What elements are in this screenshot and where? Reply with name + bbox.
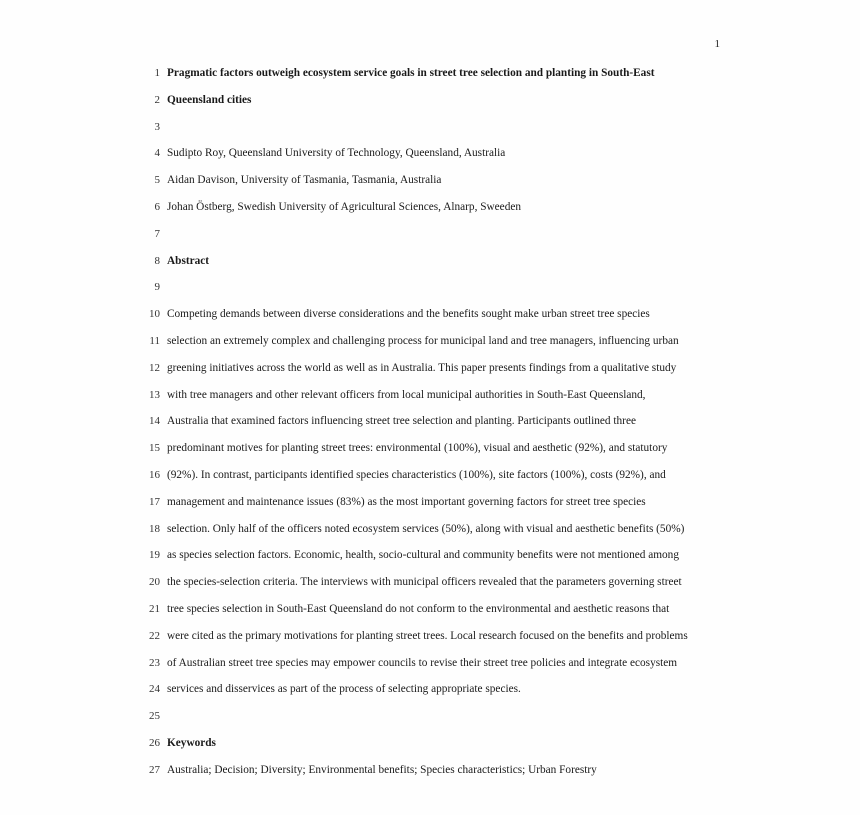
line-text: Johan Östberg, Swedish University of Agricultural Sciences, Alnarp, Sweeden — [167, 200, 522, 213]
text-line — [0, 64, 860, 91]
line-number: 20 — [149, 576, 160, 589]
text-line — [0, 546, 860, 573]
text-line — [0, 118, 860, 145]
line-number: 4 — [154, 147, 160, 160]
line-number: 12 — [149, 361, 160, 374]
heading-text: Queensland cities — [167, 93, 252, 106]
line-number: 6 — [154, 200, 160, 213]
line-number: 2 — [154, 93, 160, 106]
line-number: 26 — [149, 736, 160, 749]
line-number: 25 — [149, 710, 160, 723]
line-number: 3 — [154, 120, 160, 133]
numbered-lines — [0, 64, 860, 788]
line-text: as species selection factors. Economic, health, socio-cultural and community benefits were not mentioned among — [167, 549, 679, 562]
text-line — [0, 466, 860, 493]
line-text: were cited as the primary motivations for planting street trees. Local research focused on the benefits and problems — [167, 629, 688, 642]
line-text: of Australian street tree species may empower councils to revise their street tree policies and integrate ecosystem — [167, 656, 678, 669]
line-number: 19 — [149, 549, 160, 562]
line-text: selection. Only half of the officers noted ecosystem services (50%), along with visual and aesthetic benefits (50%) — [167, 522, 685, 535]
line-number: 7 — [154, 227, 160, 240]
line-number: 13 — [149, 388, 160, 401]
line-number: 15 — [149, 442, 160, 455]
line-text: Aidan Davison, University of Tasmania, Tasmania, Australia — [167, 174, 442, 187]
line-number: 9 — [154, 281, 160, 294]
line-text: Sudipto Roy, Queensland University of Technology, Queensland, Australia — [167, 147, 506, 160]
text-line — [0, 707, 860, 734]
text-line — [0, 171, 860, 198]
line-text: management and maintenance issues (83%) as the most important governing factors for street tree species — [167, 495, 646, 508]
line-text: Australia that examined factors influencing street tree selection and planting. Participants outlined three — [167, 415, 636, 428]
text-line — [0, 493, 860, 520]
line-text: selection an extremely complex and challenging process for municipal land and tree managers, influencing urban — [167, 334, 679, 347]
line-text: Competing demands between diverse considerations and the benefits sought make urban street tree species — [167, 308, 650, 321]
text-line — [0, 761, 860, 788]
line-text: greening initiatives across the world as well as in Australia. This paper presents findings from a qualitative study — [167, 361, 677, 374]
line-text: the species-selection criteria. The interviews with municipal officers revealed that the parameters governing street — [167, 576, 682, 589]
text-line — [0, 305, 860, 332]
line-number: 1 — [154, 67, 160, 79]
text-line — [0, 332, 860, 359]
line-number: 22 — [149, 629, 160, 642]
text-line — [0, 734, 860, 761]
text-line — [0, 278, 860, 305]
text-line — [0, 600, 860, 627]
line-text: tree species selection in South-East Queensland do not conform to the environmental and aesthetic reasons that — [167, 602, 670, 615]
line-number: 17 — [149, 495, 160, 508]
text-line — [0, 520, 860, 547]
text-line — [0, 386, 860, 413]
text-line — [0, 412, 860, 439]
line-number: 16 — [149, 468, 160, 481]
line-number: 27 — [149, 763, 160, 776]
line-number: 24 — [149, 683, 160, 696]
text-line — [0, 144, 860, 171]
heading-text: Pragmatic factors outweigh ecosystem service goals in street tree selection and planting in South-East — [167, 67, 655, 79]
text-line — [0, 439, 860, 466]
text-line — [0, 252, 860, 279]
line-text: (92%). In contrast, participants identified species characteristics (100%), site factors (100%), costs (92%), and — [167, 468, 666, 481]
line-text: services and disservices as part of the process of selecting appropriate species. — [167, 683, 521, 696]
line-number: 5 — [154, 174, 160, 187]
line-number: 14 — [149, 415, 160, 428]
line-number: 21 — [149, 602, 160, 615]
text-line — [0, 198, 860, 225]
line-number: 23 — [149, 656, 160, 669]
text-line — [0, 91, 860, 118]
line-text: Australia; Decision; Diversity; Environmental benefits; Species characteristics; Urban Forestry — [167, 763, 597, 776]
text-line — [0, 573, 860, 600]
text-line — [0, 225, 860, 252]
text-line — [0, 359, 860, 386]
page-number: 1 — [714, 38, 720, 50]
heading-text: Abstract — [167, 254, 210, 267]
line-number: 11 — [149, 334, 160, 347]
line-number: 18 — [149, 522, 160, 535]
line-number: 8 — [154, 254, 160, 267]
line-number: 10 — [149, 308, 160, 321]
heading-text: Keywords — [167, 736, 216, 749]
text-line — [0, 627, 860, 654]
text-line — [0, 654, 860, 681]
line-text: with tree managers and other relevant officers from local municipal authorities in South-East Queensland, — [167, 388, 646, 401]
text-line — [0, 680, 860, 707]
line-text: predominant motives for planting street trees: environmental (100%), visual and aesthetic (92%), and statutory — [167, 442, 668, 455]
